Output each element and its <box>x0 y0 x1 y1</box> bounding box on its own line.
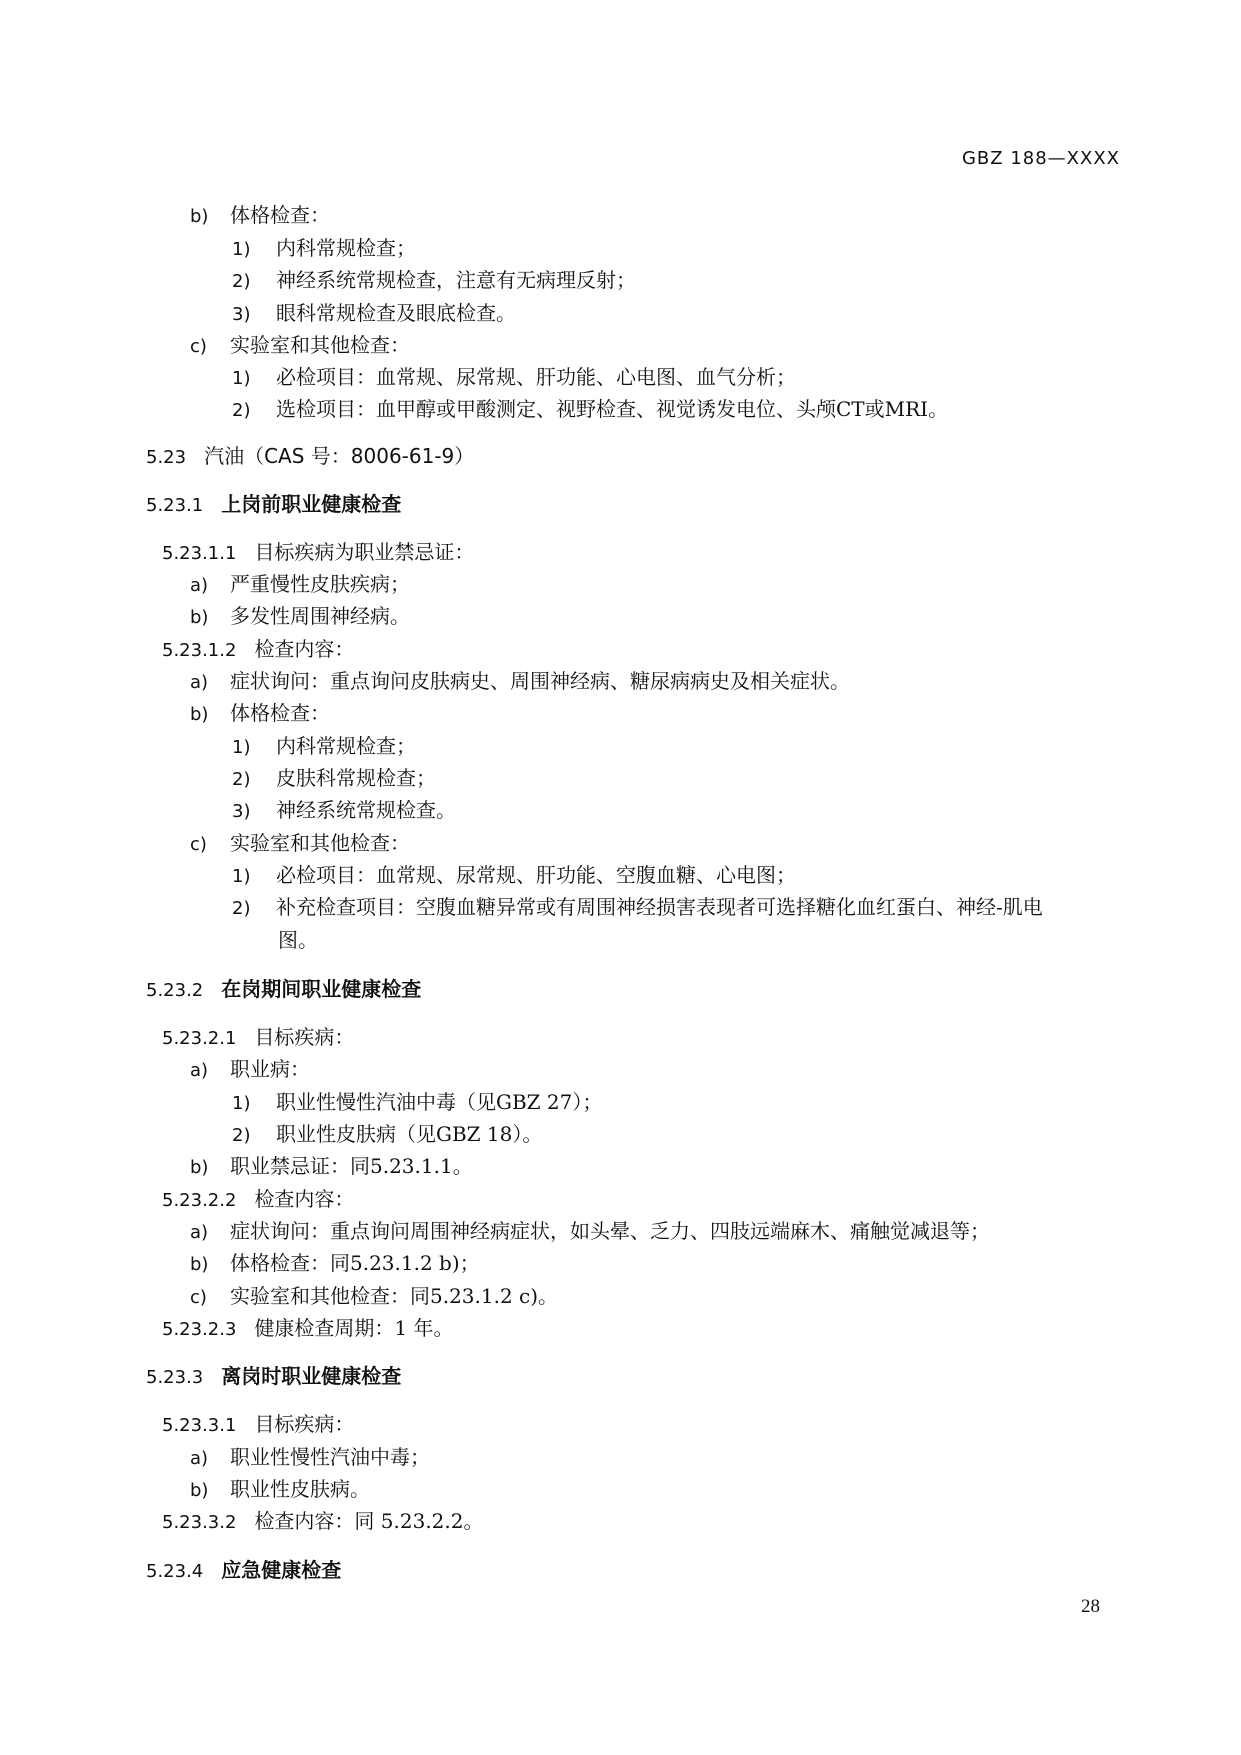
list-marker: c) <box>190 336 207 357</box>
subsection-title: 上岗前职业健康检查 <box>221 492 402 516</box>
list-item <box>232 1090 602 1116</box>
list-text: 职业性皮肤病（见GBZ 18）。 <box>276 1122 543 1146</box>
subsection-number: 5.23.4 <box>146 1561 204 1582</box>
page-number: 28 <box>1081 1596 1100 1617</box>
clause-number: 5.23.1.1 <box>162 543 237 564</box>
section-number: 5.23 <box>146 447 187 468</box>
list-marker: 2) <box>232 400 251 421</box>
list-marker: 2) <box>232 898 251 919</box>
list-text: 职业性慢性汽油中毒（见GBZ 27）； <box>276 1090 603 1114</box>
list-item <box>190 1154 473 1180</box>
list-item <box>190 572 410 598</box>
subsection-title: 应急健康检查 <box>221 1558 342 1582</box>
clause-text: 检查内容： <box>254 1187 355 1211</box>
list-item <box>190 604 410 630</box>
list-text: 神经系统常规检查。 <box>276 798 456 822</box>
list-item <box>232 397 948 423</box>
subsection-title: 在岗期间职业健康检查 <box>221 977 422 1001</box>
list-marker: 3) <box>232 304 251 325</box>
clause-text: 目标疾病： <box>254 1412 355 1436</box>
list-item <box>232 1122 542 1148</box>
list-text: 补充检查项目：空腹血糖异常或有周围神经损害表现者可选择糖化血红蛋白、神经-肌电 <box>276 895 1043 919</box>
clause-text: 目标疾病： <box>254 1025 355 1049</box>
clause-number: 5.23.3.1 <box>162 1415 237 1436</box>
clause-number: 5.23.3.2 <box>162 1512 237 1533</box>
clause-text: 目标疾病为职业禁忌证： <box>254 540 475 564</box>
subsection-heading <box>146 1364 401 1390</box>
list-item <box>232 798 456 824</box>
clause-text: 检查内容：同 5.23.2.2。 <box>254 1509 484 1533</box>
clause-text: 健康检查周期：1 年。 <box>254 1316 454 1340</box>
list-text: 实验室和其他检查：同5.23.1.2 c)。 <box>230 1284 559 1308</box>
list-item <box>190 1219 990 1245</box>
list-text: 内科常规检查； <box>276 236 416 260</box>
list-text: 体格检查：同5.23.1.2 b)； <box>230 1251 480 1275</box>
list-marker: b) <box>190 206 209 227</box>
clause-number: 5.23.2.3 <box>162 1319 237 1340</box>
list-text: 体格检查： <box>230 701 330 725</box>
list-text: 严重慢性皮肤疾病； <box>230 572 410 596</box>
list-item <box>232 268 636 294</box>
clause <box>162 1187 354 1213</box>
list-text: 职业性皮肤病。 <box>230 1477 370 1501</box>
list-marker: c) <box>190 834 207 855</box>
list-marker: a) <box>190 672 209 693</box>
list-text: 体格检查： <box>230 203 330 227</box>
list-marker: b) <box>190 704 209 725</box>
list-marker: b) <box>190 607 209 628</box>
list-item <box>190 669 850 695</box>
list-marker: 2) <box>232 1125 251 1146</box>
subsection-number: 5.23.1 <box>146 495 204 516</box>
list-item <box>232 766 436 792</box>
list-text: 职业禁忌证：同5.23.1.1。 <box>230 1154 473 1178</box>
list-text: 神经系统常规检查，注意有无病理反射； <box>276 268 636 292</box>
subsection-title: 离岗时职业健康检查 <box>221 1364 402 1388</box>
list-marker: c) <box>190 1287 207 1308</box>
list-item <box>190 1445 430 1471</box>
list-item <box>232 734 416 760</box>
list-text: 选检项目：血甲醇或甲酸测定、视野检查、视觉诱发电位、头颅CT或MRI。 <box>276 397 949 421</box>
list-item <box>232 863 796 889</box>
list-marker: b) <box>190 1157 209 1178</box>
list-marker: a) <box>190 575 209 596</box>
list-text: 实验室和其他检查： <box>230 333 410 357</box>
list-marker: a) <box>190 1448 209 1469</box>
section-title: 汽油（CAS 号：8006-61-9） <box>204 444 475 468</box>
list-item <box>190 701 330 727</box>
subsection-number: 5.23.3 <box>146 1367 204 1388</box>
list-item <box>190 333 410 359</box>
list-marker: b) <box>190 1480 209 1501</box>
subsection-heading <box>146 1558 341 1584</box>
list-item <box>232 236 416 262</box>
list-item <box>190 1057 310 1083</box>
list-marker: 2) <box>232 271 251 292</box>
clause <box>162 1316 454 1342</box>
list-text: 必检项目：血常规、尿常规、肝功能、空腹血糖、心电图； <box>276 863 796 887</box>
list-marker: 1) <box>232 368 251 389</box>
list-marker: 1) <box>232 1093 251 1114</box>
list-text: 职业性慢性汽油中毒； <box>230 1445 430 1469</box>
subsection-number: 5.23.2 <box>146 980 204 1001</box>
list-marker: 1) <box>232 737 251 758</box>
list-text: 多发性周围神经病。 <box>230 604 410 628</box>
list-marker: b) <box>190 1254 209 1275</box>
clause <box>162 1412 354 1438</box>
list-marker: a) <box>190 1060 209 1081</box>
section-heading <box>146 444 474 470</box>
list-item <box>190 1251 480 1277</box>
list-marker: 1) <box>232 239 251 260</box>
list-text: 症状询问：重点询问皮肤病史、周围神经病、糖尿病病史及相关症状。 <box>230 669 850 693</box>
clause <box>162 540 474 566</box>
clause-number: 5.23.2.1 <box>162 1028 237 1049</box>
list-marker: 1) <box>232 866 251 887</box>
list-text-continuation: 图。 <box>278 928 318 952</box>
list-item <box>232 301 516 327</box>
list-text: 内科常规检查； <box>276 734 416 758</box>
list-item <box>190 203 330 229</box>
list-marker: 2) <box>232 769 251 790</box>
clause-number: 5.23.1.2 <box>162 640 237 661</box>
list-item <box>232 365 796 391</box>
list-item <box>190 1477 370 1503</box>
clause-text: 检查内容： <box>254 637 355 661</box>
list-text: 职业病： <box>230 1057 310 1081</box>
list-item <box>190 831 410 857</box>
clause <box>162 1509 484 1535</box>
list-text: 实验室和其他检查： <box>230 831 410 855</box>
list-text: 皮肤科常规检查； <box>276 766 436 790</box>
subsection-heading <box>146 977 421 1003</box>
list-text: 眼科常规检查及眼底检查。 <box>276 301 516 325</box>
clause <box>162 637 354 663</box>
list-item <box>190 1284 558 1310</box>
clause-number: 5.23.2.2 <box>162 1190 237 1211</box>
subsection-heading <box>146 492 401 518</box>
list-marker: a) <box>190 1222 209 1243</box>
clause <box>162 1025 354 1051</box>
list-marker: 3) <box>232 801 251 822</box>
list-item <box>232 895 1043 921</box>
document-code: GBZ 188—XXXX <box>961 148 1120 169</box>
list-text: 症状询问：重点询问周围神经病症状，如头晕、乏力、四肢远端麻木、痛触觉减退等； <box>230 1219 990 1243</box>
list-text: 必检项目：血常规、尿常规、肝功能、心电图、血气分析； <box>276 365 796 389</box>
